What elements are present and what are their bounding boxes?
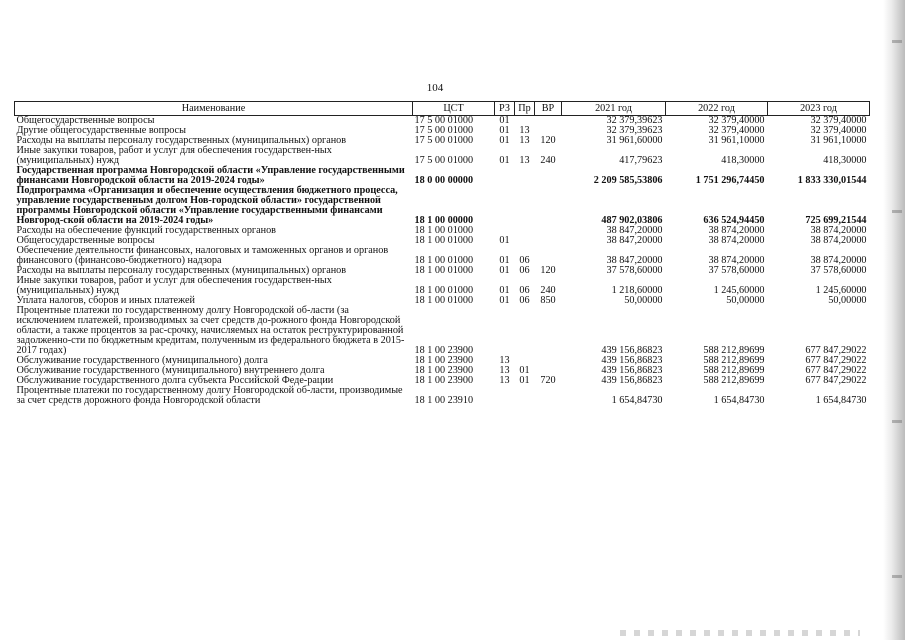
row-cst: 18 1 00 01000 bbox=[414, 255, 474, 266]
table-row bbox=[15, 186, 870, 226]
row-pr: 06 bbox=[519, 285, 530, 296]
row-name: Уплата налогов, сборов и иных платежей bbox=[16, 295, 195, 306]
scan-noise bbox=[892, 420, 902, 423]
row-value-2023: 32 379,40000 bbox=[810, 125, 867, 136]
row-rz: 01 bbox=[499, 155, 510, 166]
row-cst: 18 1 00 00000 bbox=[414, 215, 474, 226]
row-vr bbox=[535, 226, 562, 236]
row-value-2023: 38 874,20000 bbox=[810, 255, 867, 266]
row-rz: 01 bbox=[499, 265, 510, 276]
column-header-name: Наименование bbox=[15, 102, 413, 116]
row-name: Обслуживание государственного (муниципального) внутреннего долга bbox=[16, 365, 325, 376]
row-cst: 18 1 00 01000 bbox=[414, 265, 474, 276]
column-header-rz: РЗ bbox=[495, 102, 515, 116]
row-value-2023: 677 847,29022 bbox=[805, 355, 867, 366]
row-rz: 13 bbox=[499, 355, 510, 366]
row-cst: 18 1 00 01000 bbox=[414, 235, 474, 246]
row-value-2021: 439 156,86823 bbox=[601, 365, 663, 376]
row-vr: 120 bbox=[540, 135, 556, 146]
row-value-2023: 1 245,60000 bbox=[815, 285, 867, 296]
column-header-2023: 2023 год bbox=[768, 102, 870, 116]
scan-binding-edge bbox=[883, 0, 905, 640]
row-name: Обслуживание государственного (муниципального) долга bbox=[16, 355, 268, 366]
row-value-2023: 32 379,40000 bbox=[810, 115, 867, 126]
row-rz: 01 bbox=[499, 295, 510, 306]
row-value-2021: 38 847,20000 bbox=[606, 255, 663, 266]
row-name: Государственная программа Новгородской области «Управление государственными финансами Новгородской области на 2019-2024 годы» bbox=[16, 165, 405, 186]
row-cst: 17 5 00 01000 bbox=[414, 155, 474, 166]
row-value-2021: 38 847,20000 bbox=[606, 225, 663, 236]
row-value-2021: 32 379,39623 bbox=[606, 125, 663, 136]
row-name: Иные закупки товаров, работ и услуг для обеспечения государствен-ных (муниципальных) нужд bbox=[16, 145, 332, 166]
row-value-2022: 38 874,20000 bbox=[708, 255, 765, 266]
row-cst: 18 1 00 01000 bbox=[414, 225, 474, 236]
row-value-2021: 2 209 585,53806 bbox=[593, 175, 663, 186]
row-rz bbox=[495, 386, 515, 406]
row-name: Расходы на выплаты персоналу государственных (муниципальных) органов bbox=[16, 265, 347, 276]
row-name: Иные закупки товаров, работ и услуг для обеспечения государствен-ных (муниципальных) нужд bbox=[16, 275, 332, 296]
row-value-2022: 1 245,60000 bbox=[713, 285, 765, 296]
column-header-cst: ЦСТ bbox=[413, 102, 495, 116]
row-pr: 06 bbox=[519, 295, 530, 306]
row-value-2023: 418,30000 bbox=[823, 155, 867, 166]
row-value-2022: 38 874,20000 bbox=[708, 225, 765, 236]
row-value-2023: 1 833 330,01544 bbox=[797, 175, 867, 186]
table-row bbox=[15, 166, 870, 186]
row-pr: 13 bbox=[519, 135, 530, 146]
row-name: Обеспечение деятельности финансовых, налоговых и таможенных органов и органов финансового (финансово-бюджетного) надзора bbox=[16, 245, 389, 266]
row-value-2021: 439 156,86823 bbox=[601, 355, 663, 366]
row-rz bbox=[495, 186, 515, 226]
table-row bbox=[15, 386, 870, 406]
row-name: Обслуживание государственного долга субъекта Российской Феде-рации bbox=[16, 375, 334, 386]
row-name: Процентные платежи по государственному долгу Новгородской об-ласти, производимые за счет средств дорожного фонда Новгородской области bbox=[16, 385, 403, 406]
row-vr: 720 bbox=[540, 375, 556, 386]
row-rz: 01 bbox=[499, 125, 510, 136]
row-name: Расходы на выплаты персоналу государственных (муниципальных) органов bbox=[16, 135, 347, 146]
row-rz: 01 bbox=[499, 285, 510, 296]
row-pr bbox=[515, 226, 535, 236]
row-pr: 13 bbox=[519, 125, 530, 136]
row-value-2021: 439 156,86823 bbox=[601, 345, 663, 356]
row-value-2021: 32 379,39623 bbox=[606, 115, 663, 126]
table-body bbox=[15, 116, 870, 407]
row-cst: 18 1 00 01000 bbox=[414, 295, 474, 306]
row-pr: 06 bbox=[519, 265, 530, 276]
row-cst: 18 1 00 23900 bbox=[414, 355, 474, 366]
column-header-2022: 2022 год bbox=[666, 102, 768, 116]
row-pr bbox=[515, 166, 535, 186]
table-row bbox=[15, 306, 870, 356]
row-vr bbox=[535, 236, 562, 246]
row-rz bbox=[495, 166, 515, 186]
row-value-2022: 1 654,84730 bbox=[713, 395, 765, 406]
table-header bbox=[15, 102, 870, 116]
row-value-2022: 588 212,89699 bbox=[703, 365, 765, 376]
row-vr: 240 bbox=[540, 285, 556, 296]
table-row bbox=[15, 246, 870, 266]
row-vr bbox=[535, 166, 562, 186]
row-cst: 18 1 00 23910 bbox=[414, 395, 474, 406]
row-rz: 01 bbox=[499, 135, 510, 146]
row-value-2023: 1 654,84730 bbox=[815, 395, 867, 406]
column-header-pr: Пр bbox=[515, 102, 535, 116]
row-rz: 13 bbox=[499, 375, 510, 386]
row-value-2021: 417,79623 bbox=[619, 155, 663, 166]
row-vr bbox=[535, 116, 562, 127]
row-vr bbox=[535, 356, 562, 366]
row-rz: 01 bbox=[499, 115, 510, 126]
row-vr: 240 bbox=[540, 155, 556, 166]
row-cst: 17 5 00 01000 bbox=[414, 125, 474, 136]
row-cst: 17 5 00 01000 bbox=[414, 115, 474, 126]
scan-noise bbox=[892, 210, 902, 213]
row-name: Общегосударственные вопросы bbox=[16, 115, 155, 126]
row-vr: 120 bbox=[540, 265, 556, 276]
row-cst: 18 1 00 23900 bbox=[414, 365, 474, 376]
row-pr: 01 bbox=[519, 365, 530, 376]
row-rz: 13 bbox=[499, 365, 510, 376]
row-value-2021: 38 847,20000 bbox=[606, 235, 663, 246]
row-value-2023: 37 578,60000 bbox=[810, 265, 867, 276]
row-pr bbox=[515, 306, 535, 356]
row-value-2021: 31 961,60000 bbox=[606, 135, 663, 146]
row-pr: 01 bbox=[519, 375, 530, 386]
row-pr: 06 bbox=[519, 255, 530, 266]
row-vr: 850 bbox=[540, 295, 556, 306]
row-cst: 18 1 00 01000 bbox=[414, 285, 474, 296]
row-value-2021: 1 218,60000 bbox=[611, 285, 663, 296]
row-name: Подпрограмма «Организация и обеспечение осуществления бюджетного процесса, управление государственным долгом Нов-городской области» государственной программы Новгородской области «Управление государственными финансами Новгород-ской области на 2019-2024 годы» bbox=[16, 185, 398, 226]
row-value-2022: 588 212,89699 bbox=[703, 355, 765, 366]
row-value-2021: 50,00000 bbox=[624, 295, 663, 306]
row-vr bbox=[535, 386, 562, 406]
row-value-2022: 588 212,89699 bbox=[703, 345, 765, 356]
row-value-2022: 32 379,40000 bbox=[708, 125, 765, 136]
row-pr: 13 bbox=[519, 155, 530, 166]
row-name: Процентные платежи по государственному долгу Новгородской об-ласти (за исключением платежей, производимых за счет средств до-рожного фонда Новгородской области, а также процентов за рас-срочку, начисляемых на остаток реструктурированной задолженно-сти по бюджетным кредитам, полученным из федерального бюджета в 2015-2017 годах) bbox=[16, 305, 405, 356]
row-value-2023: 38 874,20000 bbox=[810, 225, 867, 236]
page-number: 104 bbox=[426, 82, 444, 94]
row-vr bbox=[535, 186, 562, 226]
row-value-2022: 636 524,94450 bbox=[703, 215, 765, 226]
scan-noise bbox=[892, 40, 902, 43]
row-value-2022: 418,30000 bbox=[721, 155, 765, 166]
row-value-2023: 677 847,29022 bbox=[805, 375, 867, 386]
row-value-2023: 31 961,10000 bbox=[810, 135, 867, 146]
row-value-2021: 37 578,60000 bbox=[606, 265, 663, 276]
row-name: Другие общегосударственные вопросы bbox=[16, 125, 186, 136]
row-cst: 17 5 00 01000 bbox=[414, 135, 474, 146]
row-value-2022: 37 578,60000 bbox=[708, 265, 765, 276]
scan-footer-smudge bbox=[620, 630, 860, 636]
table-row bbox=[15, 146, 870, 166]
row-vr bbox=[535, 306, 562, 356]
budget-table bbox=[14, 101, 870, 406]
row-pr bbox=[515, 386, 535, 406]
row-cst: 18 1 00 23900 bbox=[414, 345, 474, 356]
row-value-2021: 1 654,84730 bbox=[611, 395, 663, 406]
table-row bbox=[15, 276, 870, 296]
row-name: Расходы на обеспечение функций государственных органов bbox=[16, 225, 276, 236]
row-cst: 18 0 00 00000 bbox=[414, 175, 474, 186]
row-value-2022: 38 874,20000 bbox=[708, 235, 765, 246]
row-rz: 01 bbox=[499, 255, 510, 266]
row-value-2021: 487 902,03806 bbox=[601, 215, 663, 226]
row-rz: 01 bbox=[499, 235, 510, 246]
column-header-vr: ВР bbox=[535, 102, 562, 116]
row-value-2023: 677 847,29022 bbox=[805, 365, 867, 376]
row-value-2022: 31 961,10000 bbox=[708, 135, 765, 146]
row-pr bbox=[515, 186, 535, 226]
row-value-2022: 32 379,40000 bbox=[708, 115, 765, 126]
row-value-2023: 677 847,29022 bbox=[805, 345, 867, 356]
row-pr bbox=[515, 236, 535, 246]
row-value-2023: 38 874,20000 bbox=[810, 235, 867, 246]
row-value-2022: 1 751 296,74450 bbox=[695, 175, 765, 186]
scan-noise bbox=[892, 575, 902, 578]
row-value-2023: 50,00000 bbox=[828, 295, 867, 306]
row-value-2022: 50,00000 bbox=[726, 295, 765, 306]
row-value-2023: 725 699,21544 bbox=[805, 215, 867, 226]
row-value-2021: 439 156,86823 bbox=[601, 375, 663, 386]
row-value-2022: 588 212,89699 bbox=[703, 375, 765, 386]
row-rz bbox=[495, 306, 515, 356]
row-name: Общегосударственные вопросы bbox=[16, 235, 155, 246]
row-vr bbox=[535, 246, 562, 266]
row-cst: 18 1 00 23900 bbox=[414, 375, 474, 386]
column-header-2021: 2021 год bbox=[562, 102, 666, 116]
